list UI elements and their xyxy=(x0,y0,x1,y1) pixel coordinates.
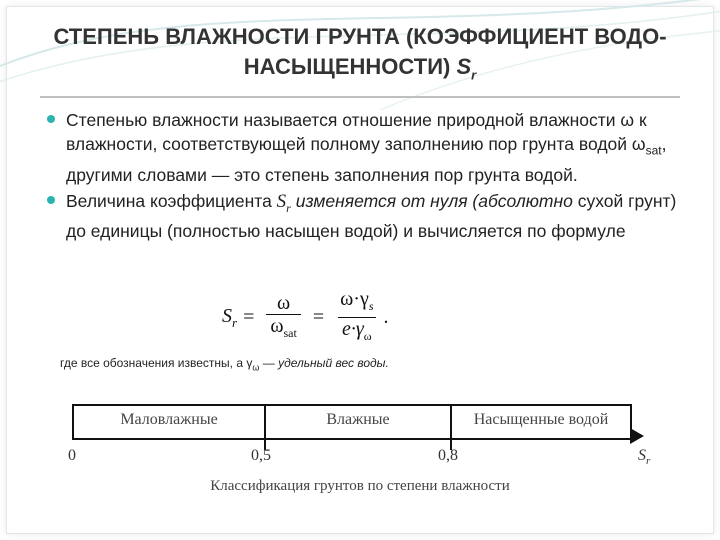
formula-lhs xyxy=(222,305,237,331)
scale-axis-label xyxy=(638,447,650,467)
note-sub: ω xyxy=(252,362,260,373)
bullet-dot-icon xyxy=(47,196,55,204)
title-line-1: СТЕПЕНЬ ВЛАЖНОСТИ ГРУНТА (КОЭФФИЦИЕНТ ВОДО- xyxy=(53,24,667,49)
fraction-1-denominator xyxy=(266,314,301,344)
bullet-1-text: Степенью влажности называется отношение природной влажности ω к влажности, соответствующей полному заполнению пор грунта водой ω xyxy=(66,110,647,154)
scale-segment-moist: Влажные xyxy=(326,411,390,428)
bullet-1-text-end: , другими словами — это степень заполнения пор грунта водой. xyxy=(66,134,667,185)
formula-lhs-sub: r xyxy=(232,314,238,330)
fraction-2-num-sub: s xyxy=(368,299,374,313)
title-symbol-sub: r xyxy=(471,67,477,83)
bullet-1-sub: sat xyxy=(645,143,662,158)
scale-tick-05: 0,5 xyxy=(251,447,271,464)
title-divider xyxy=(40,96,680,98)
formula-note xyxy=(60,356,389,372)
scale-segment-dry: Маловлажные xyxy=(120,411,218,428)
scale-tick-08: 0,8 xyxy=(438,447,458,464)
formula xyxy=(222,288,388,347)
note-italic: удельный вес воды. xyxy=(278,356,389,370)
formula-lhs-letter: S xyxy=(222,304,232,327)
scale-tick-0: 0 xyxy=(68,447,76,464)
note-dash: — xyxy=(259,356,279,370)
bullet-2-symbol-sub: r xyxy=(286,200,291,215)
formula-fraction-1 xyxy=(266,292,301,344)
formula-fraction-2 xyxy=(336,288,377,347)
bullet-2-italic: изменяется от нуля (абсолютно xyxy=(290,190,573,211)
scale-caption: Классификация грунтов по степени влажности xyxy=(210,478,510,494)
scale-segment-saturated: Насыщенные водой xyxy=(473,411,609,428)
bullet-item-2 xyxy=(46,189,686,244)
note-text: где все обозначения известны, а γ xyxy=(60,356,253,370)
bullet-list xyxy=(46,108,686,243)
bullet-2-symbol-letter: S xyxy=(276,190,287,212)
fraction-2-numerator xyxy=(336,288,377,317)
fraction-1-numerator: ω xyxy=(277,291,291,314)
fraction-1-den-letter: ω xyxy=(270,314,284,337)
fraction-2-den-text: e·γ xyxy=(341,318,364,340)
title-symbol-letter: S xyxy=(456,54,472,79)
fraction-2-den-sub: ω xyxy=(363,329,372,343)
formula-equals-2: = xyxy=(312,306,325,328)
classification-scale xyxy=(72,404,632,440)
axis-letter: S xyxy=(638,447,646,464)
bullet-dot-icon xyxy=(47,115,55,123)
fraction-2-denominator xyxy=(338,317,376,347)
formula-equals-1: = xyxy=(243,306,255,328)
axis-sub: r xyxy=(646,455,651,468)
scale-arrow-icon xyxy=(630,428,644,444)
bullet-item-1 xyxy=(46,108,686,187)
fraction-2-num-text: ω·γ xyxy=(340,288,369,310)
formula-period: . xyxy=(383,306,389,328)
title-symbol xyxy=(456,54,477,83)
bullet-2-symbol xyxy=(276,190,291,215)
title-line-2-text: НАСЫЩЕННОСТИ) xyxy=(243,54,451,79)
page-title xyxy=(0,22,720,90)
bullet-2-text-end: сухой грунт) до единицы (полностью насыщен водой) и вычисляется по формуле xyxy=(66,190,677,242)
bullet-2-text: Величина коэффициента xyxy=(66,190,277,211)
title-line-2 xyxy=(0,52,720,90)
fraction-1-den-sub: sat xyxy=(283,325,297,340)
